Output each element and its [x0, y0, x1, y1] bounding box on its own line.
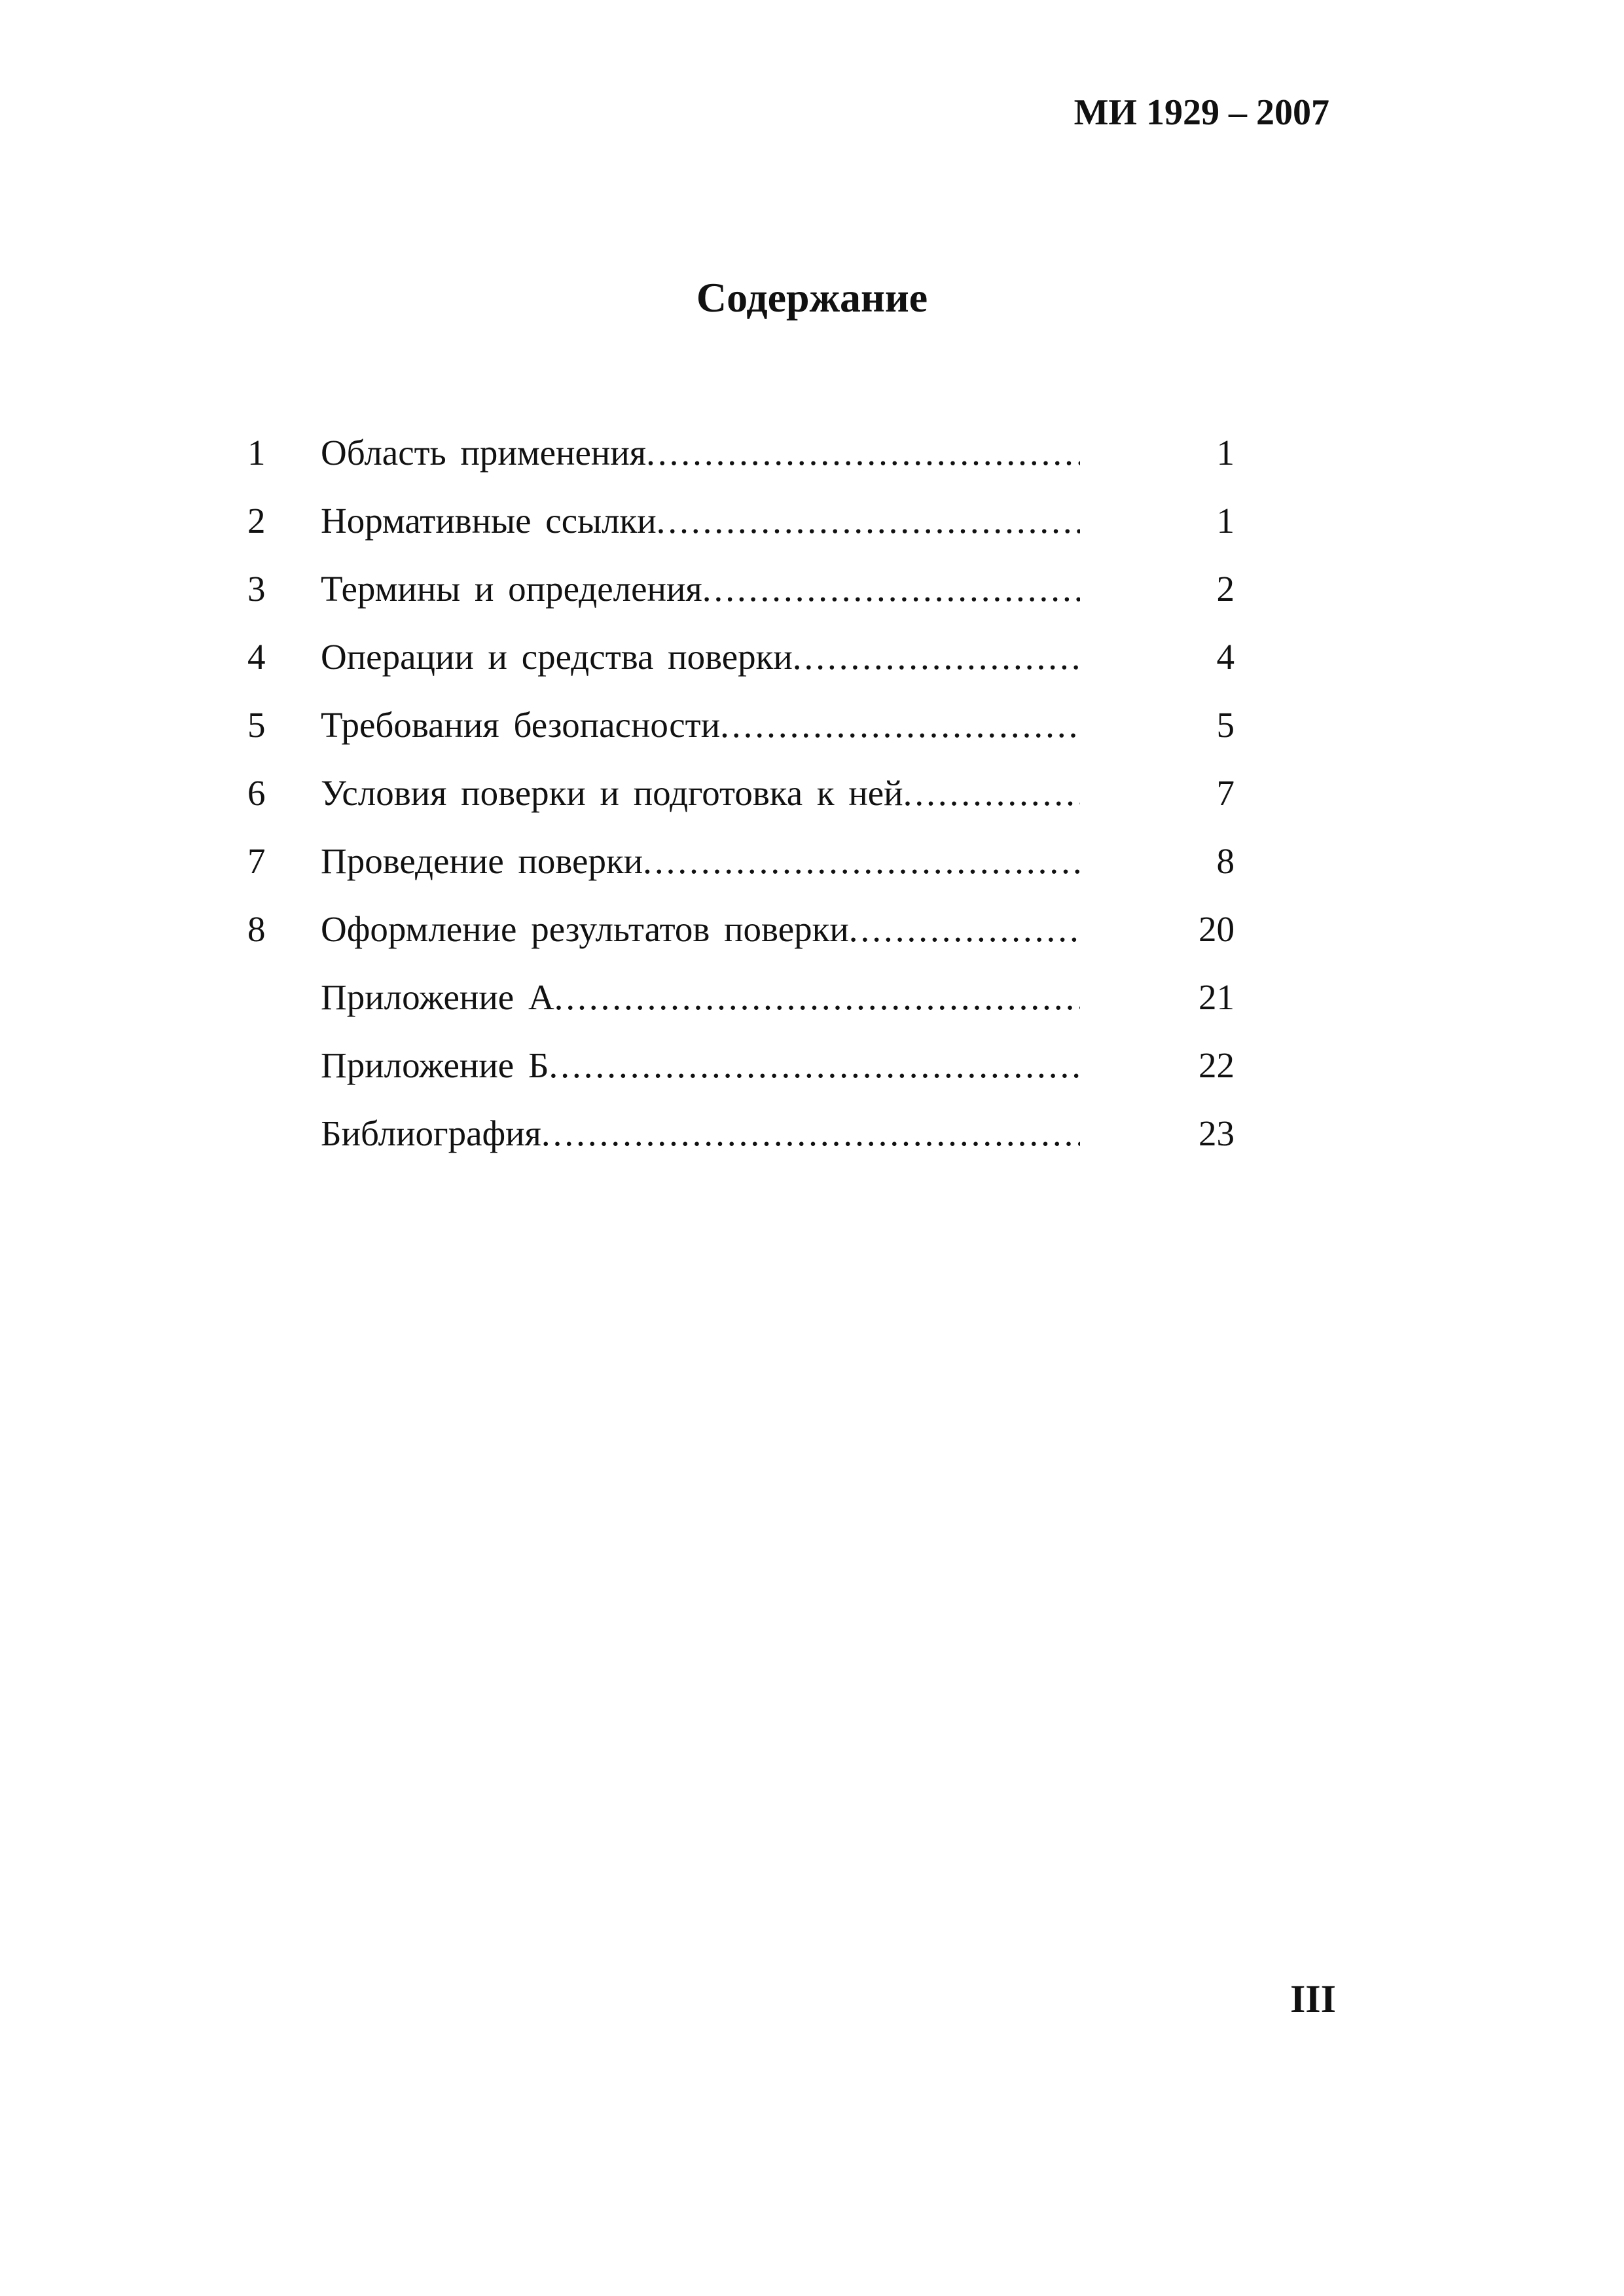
toc-entry-label: Приложение Б — [321, 1045, 549, 1085]
toc-entry-label: Библиография — [321, 1113, 541, 1153]
toc-entry-number: 3 — [247, 569, 266, 609]
toc-entry-page: 21 — [1199, 977, 1235, 1017]
toc-entry-page: 23 — [1199, 1113, 1235, 1153]
toc-entry-label: Требования безопасности — [321, 705, 721, 745]
toc-entry-label: Термины и определения — [321, 569, 702, 609]
toc-entry-label: Операции и средства поверки — [321, 637, 793, 677]
document-code: МИ 1929 – 2007 — [1074, 92, 1329, 133]
toc-entry-label: Нормативные ссылки — [321, 501, 657, 541]
toc-entry-number: 5 — [247, 705, 266, 745]
toc-entry-page: 20 — [1199, 909, 1235, 949]
toc-entry-page: 2 — [1216, 569, 1235, 609]
toc-entry-number: 8 — [247, 909, 266, 949]
toc-entry-label: Проведение поверки — [321, 841, 643, 881]
toc-leader-dots — [849, 895, 1080, 963]
toc-entry-number: 4 — [247, 637, 266, 677]
toc-entry-page: 4 — [1216, 637, 1235, 677]
toc-leader-dots — [646, 419, 1080, 487]
toc-entry-label: Область применения — [321, 433, 647, 473]
toc-entry-page: 8 — [1216, 841, 1235, 881]
toc-leader-dots — [657, 487, 1080, 555]
toc-leader-dots — [720, 691, 1080, 759]
table-of-contents — [236, 419, 1348, 1168]
toc-title: Содержание — [696, 274, 928, 321]
toc-entry[interactable] — [236, 419, 1348, 487]
page-number: III — [1290, 1977, 1336, 2020]
toc-entry-page: 1 — [1216, 433, 1235, 473]
toc-entry[interactable] — [236, 623, 1348, 691]
toc-leader-dots — [793, 623, 1080, 691]
toc-entry[interactable] — [236, 1100, 1348, 1168]
toc-entry-page: 7 — [1216, 773, 1235, 813]
toc-entry-page: 1 — [1216, 501, 1235, 541]
toc-entry-number: 6 — [247, 773, 266, 813]
toc-leader-dots — [903, 759, 1080, 827]
toc-entry-page: 22 — [1199, 1045, 1235, 1085]
toc-entry-label: Оформление результатов поверки — [321, 909, 849, 949]
toc-entry[interactable] — [236, 827, 1348, 895]
toc-entry[interactable] — [236, 963, 1348, 1031]
toc-entry-page: 5 — [1216, 705, 1235, 745]
toc-entry[interactable] — [236, 555, 1348, 623]
toc-leader-dots — [702, 555, 1080, 623]
toc-entry[interactable] — [236, 759, 1348, 827]
toc-entry-number: 1 — [247, 433, 266, 473]
toc-entry[interactable] — [236, 691, 1348, 759]
toc-leader-dots — [549, 1031, 1080, 1100]
toc-entry-label: Приложение А — [321, 977, 554, 1017]
toc-entry-number: 7 — [247, 841, 266, 881]
toc-leader-dots — [643, 827, 1080, 895]
toc-leader-dots — [554, 963, 1080, 1031]
toc-entry-number: 2 — [247, 501, 266, 541]
toc-entry[interactable] — [236, 895, 1348, 963]
toc-entry-label: Условия поверки и подготовка к ней — [321, 773, 903, 813]
toc-entry[interactable] — [236, 487, 1348, 555]
toc-leader-dots — [541, 1100, 1080, 1168]
toc-entry[interactable] — [236, 1031, 1348, 1100]
